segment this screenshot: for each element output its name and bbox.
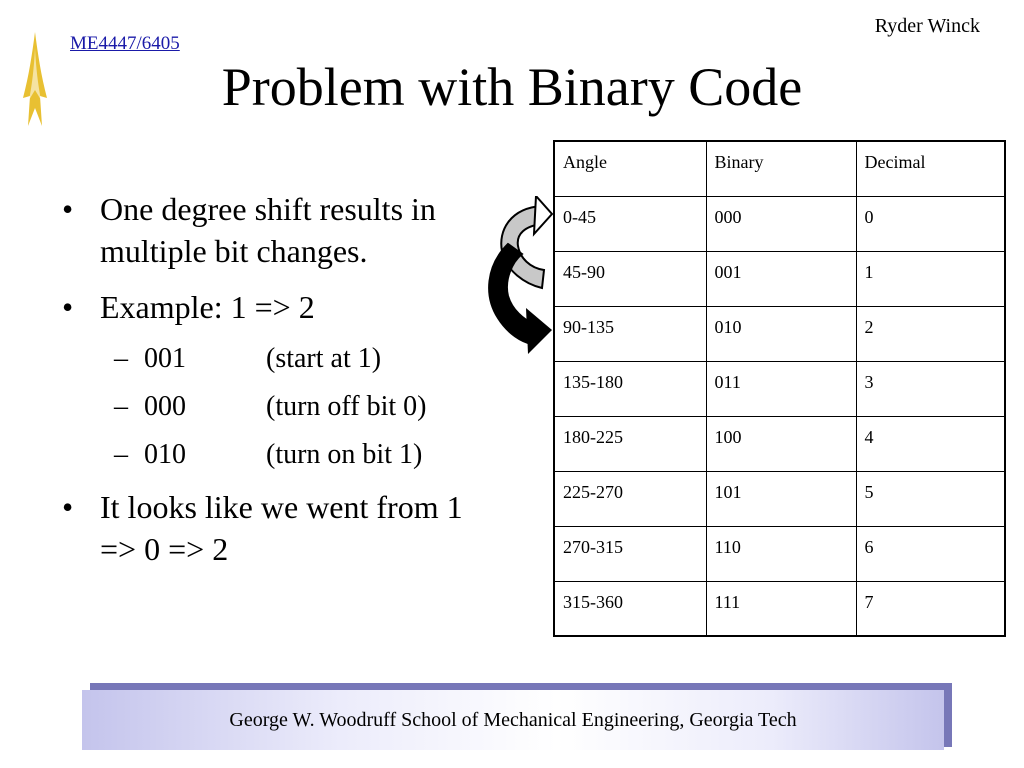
sub-bullet-item (58, 390, 498, 424)
angle-cell: 180-225 (554, 416, 706, 471)
table-row (554, 581, 1005, 636)
angle-cell: 135-180 (554, 361, 706, 416)
bit-code: 001 (144, 343, 186, 374)
sub-bullet-dash: – (114, 343, 128, 374)
binary-cell: 111 (706, 581, 856, 636)
bullet-dot: • (62, 191, 74, 227)
binary-cell: 000 (706, 196, 856, 251)
bullet-dot: • (62, 489, 74, 525)
bit-note: (start at 1) (266, 343, 382, 374)
bit-code: 000 (144, 391, 186, 422)
binary-cell: 110 (706, 526, 856, 581)
angle-cell: 270-315 (554, 526, 706, 581)
column-header: Binary (706, 141, 856, 196)
column-header: Angle (554, 141, 706, 196)
slide-title: Problem with Binary Code (221, 57, 803, 117)
angle-cell: 90-135 (554, 306, 706, 361)
author-name: Ryder Winck (874, 15, 980, 37)
decimal-cell: 2 (856, 306, 1005, 361)
transition-arrows (480, 196, 560, 366)
table-row (554, 251, 1005, 306)
column-header: Decimal (856, 141, 1005, 196)
bullet-list (58, 188, 498, 584)
binary-cell: 011 (706, 361, 856, 416)
angle-cell: 45-90 (554, 251, 706, 306)
bullet-text: It looks like we went from 1 => 0 => 2 (100, 489, 463, 567)
binary-cell: 101 (706, 471, 856, 526)
bullet-item (58, 486, 498, 570)
decimal-cell: 3 (856, 361, 1005, 416)
decimal-cell: 4 (856, 416, 1005, 471)
table-row (554, 416, 1005, 471)
binary-cell: 100 (706, 416, 856, 471)
footer-banner (82, 690, 944, 750)
table-row (554, 471, 1005, 526)
sub-bullet-item (58, 438, 498, 472)
bullet-item (58, 188, 498, 272)
table-row (554, 361, 1005, 416)
bullet-dot: • (62, 289, 74, 325)
bit-note: (turn off bit 0) (266, 391, 427, 422)
bullet-text: One degree shift results in multiple bit changes. (100, 191, 436, 269)
table-row (554, 526, 1005, 581)
decimal-cell: 1 (856, 251, 1005, 306)
binary-code-table (553, 140, 1006, 637)
bullet-item (58, 286, 498, 328)
decimal-cell: 6 (856, 526, 1005, 581)
binary-cell: 010 (706, 306, 856, 361)
sub-bullet-item (58, 342, 498, 376)
sub-bullet-dash: – (114, 439, 128, 470)
decimal-cell: 0 (856, 196, 1005, 251)
table-row (554, 196, 1005, 251)
angle-cell: 315-360 (554, 581, 706, 636)
decimal-cell: 7 (856, 581, 1005, 636)
decimal-cell: 5 (856, 471, 1005, 526)
binary-cell: 001 (706, 251, 856, 306)
angle-cell: 225-270 (554, 471, 706, 526)
table-header-row (554, 141, 1005, 196)
course-code: ME4447/6405 (70, 33, 180, 54)
bit-note: (turn on bit 1) (266, 439, 423, 470)
table-row (554, 306, 1005, 361)
bit-code: 010 (144, 439, 186, 470)
sub-bullet-dash: – (114, 391, 128, 422)
bullet-text: Example: 1 => 2 (100, 289, 315, 325)
footer-text: George W. Woodruff School of Mechanical Engineering, Georgia Tech (229, 708, 797, 731)
angle-cell: 0-45 (554, 196, 706, 251)
